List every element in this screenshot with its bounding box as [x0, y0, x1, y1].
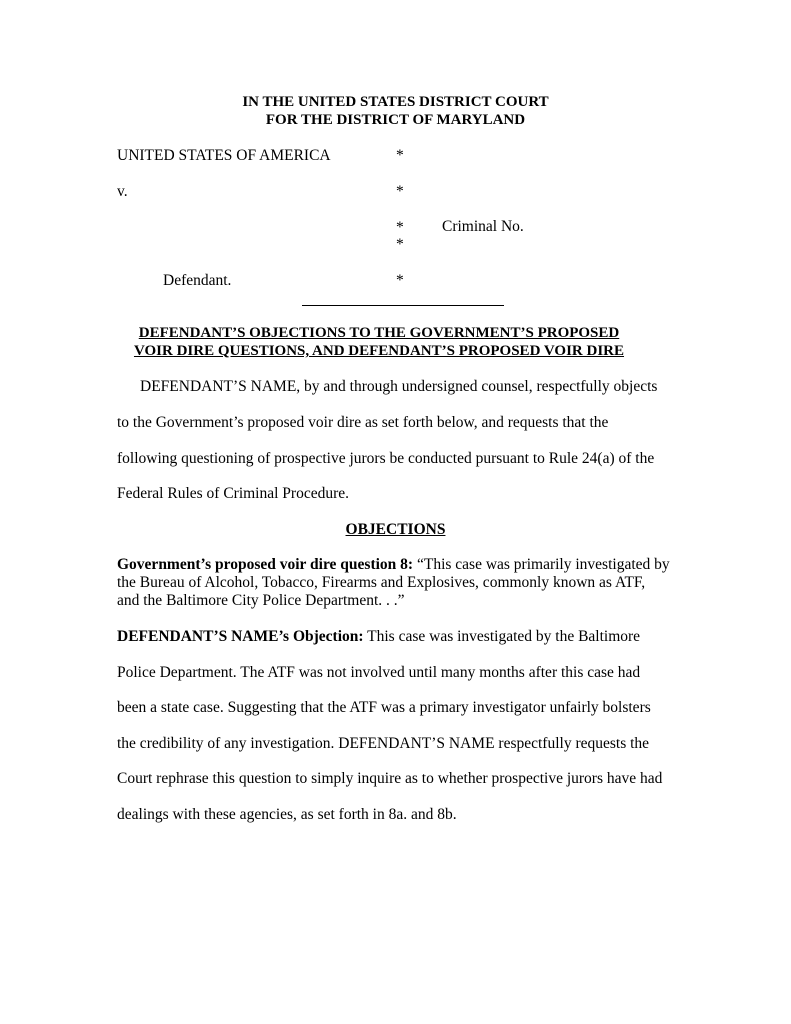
- objection-line1: [117, 628, 640, 646]
- caption-versus: v.: [117, 183, 128, 200]
- court-district: FOR THE DISTRICT OF MARYLAND: [265, 112, 526, 128]
- objection-line: Police Department. The ATF was not involved until many months after this case had: [117, 664, 641, 681]
- motion-title-line1: DEFENDANT’S OBJECTIONS TO THE GOVERNMENT’S PROPOSED: [138, 325, 620, 341]
- intro-line: to the Government’s proposed voir dire as set forth below, and requests that the: [117, 414, 609, 431]
- objections-heading: OBJECTIONS: [345, 521, 446, 538]
- caption-asterisk: *: [396, 147, 404, 164]
- caption-rule: [302, 305, 504, 306]
- caption-asterisk: *: [396, 236, 404, 253]
- objection-line: been a state case. Suggesting that the ATF was a primary investigator unfairly bolsters: [117, 699, 651, 716]
- caption-asterisk: *: [396, 272, 404, 289]
- caption-defendant: Defendant.: [163, 272, 232, 289]
- court-name: IN THE UNITED STATES DISTRICT COURT: [242, 94, 549, 110]
- objection-line: the credibility of any investigation. DEFENDANT’S NAME respectfully requests the: [117, 735, 650, 752]
- intro-line: following questioning of prospective jurors be conducted pursuant to Rule 24(a) of the: [117, 450, 655, 467]
- caption-asterisk: *: [396, 219, 404, 236]
- objection-label: DEFENDANT’S NAME’s Objection:: [117, 628, 364, 645]
- case-number-label: Criminal No.: [442, 218, 524, 235]
- question8-line2: the Bureau of Alcohol, Tobacco, Firearms and Explosives, commonly known as ATF,: [117, 574, 646, 591]
- question8-line3: and the Baltimore City Police Department. . .”: [117, 592, 405, 609]
- question8-line1: [117, 556, 670, 574]
- question8-text: “This case was primarily investigated by: [413, 556, 670, 573]
- caption-asterisk: *: [396, 183, 404, 200]
- objection-text: This case was investigated by the Baltimore: [363, 628, 641, 645]
- caption-plaintiff: UNITED STATES OF AMERICA: [117, 147, 331, 164]
- question8-label: Government’s proposed voir dire question 8:: [117, 556, 414, 573]
- objection-line: dealings with these agencies, as set forth in 8a. and 8b.: [117, 806, 457, 823]
- objection-line: Court rephrase this question to simply inquire as to whether prospective jurors have had: [117, 770, 663, 787]
- motion-title-line2: VOIR DIRE QUESTIONS, AND DEFENDANT’S PROPOSED VOIR DIRE: [133, 343, 625, 359]
- intro-line: Federal Rules of Criminal Procedure.: [117, 485, 350, 502]
- intro-line: DEFENDANT’S NAME, by and through undersigned counsel, respectfully objects: [140, 378, 658, 395]
